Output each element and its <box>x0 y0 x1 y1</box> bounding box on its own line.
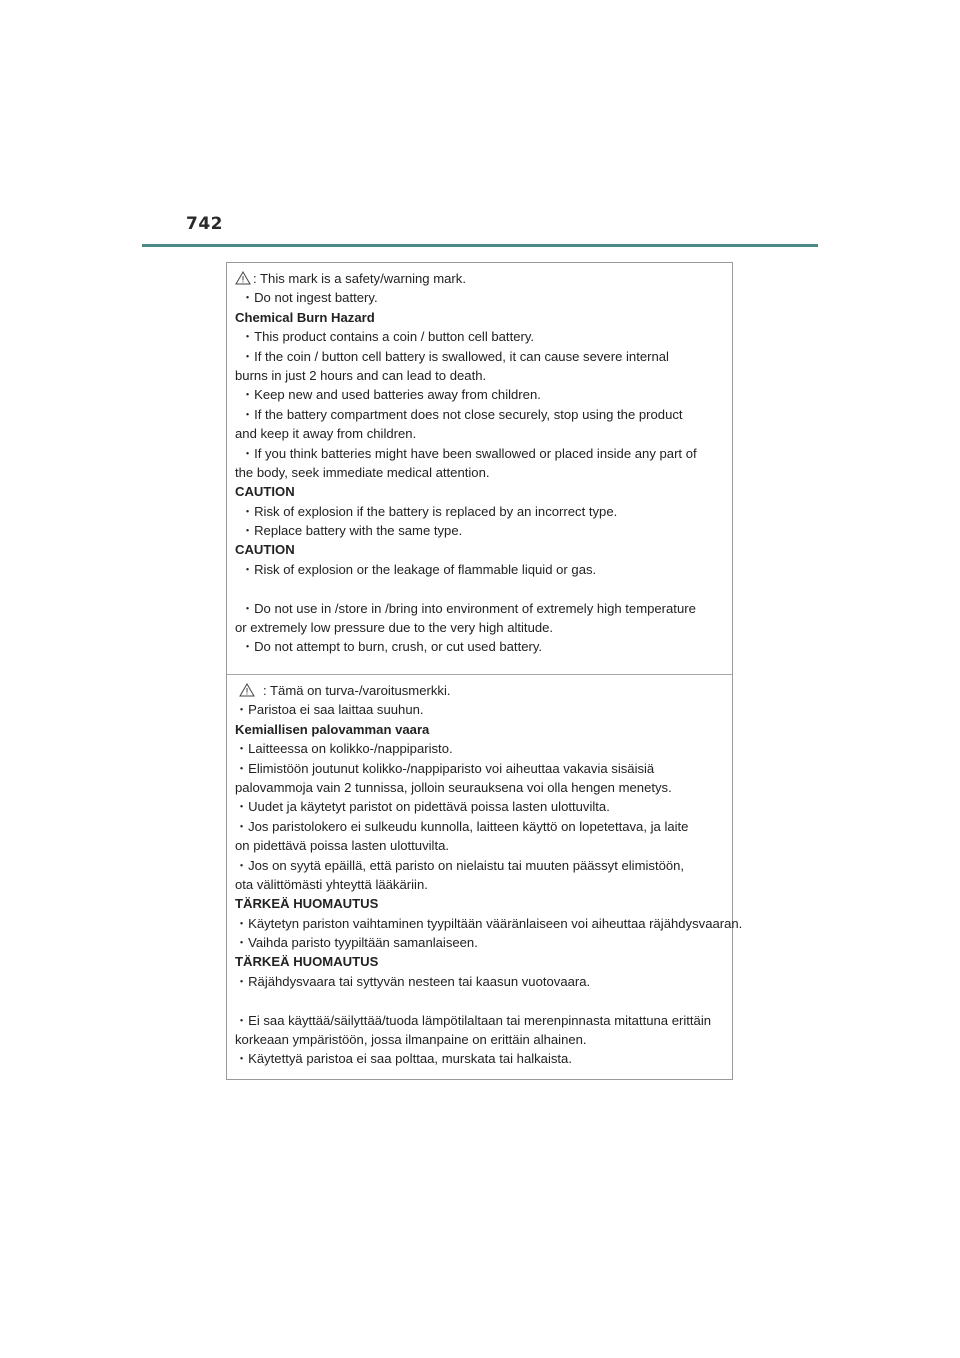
finnish-text-line: TÄRKEÄ HUOMAUTUS <box>235 954 379 970</box>
english-mark-text: : This mark is a safety/warning mark. <box>253 271 466 286</box>
finnish-text-line: on pidettävä poissa lasten ulottuvilta. <box>235 838 450 854</box>
english-text-line: ・This product contains a coin / button cell battery. <box>241 329 535 345</box>
finnish-mark-text: : Tämä on turva-/varoitusmerkki. <box>263 683 451 698</box>
finnish-text-line: ・Vaihda paristo tyypiltään samanlaiseen. <box>235 935 478 951</box>
warning-triangle-icon <box>239 683 255 697</box>
english-text-line: ・Do not attempt to burn, crush, or cut used battery. <box>241 639 543 655</box>
finnish-mark-line <box>235 681 728 700</box>
english-text-line: Chemical Burn Hazard <box>235 309 375 325</box>
finnish-text-line: ・Ei saa käyttää/säilyttää/tuoda lämpötilaltaan tai merenpinnasta mitattuna erittäin <box>235 1012 712 1028</box>
finnish-lines <box>235 700 743 1068</box>
section-divider <box>227 674 732 675</box>
english-text-line: or extremely low pressure due to the very high altitude. <box>235 620 554 636</box>
english-warning-section <box>235 269 728 657</box>
battery-warning-label <box>226 262 743 1080</box>
warning-triangle-icon <box>235 271 251 285</box>
english-text-line: CAUTION <box>235 484 295 500</box>
finnish-text-line: ・Käytettyä paristoa ei saa polttaa, murskata tai halkaista. <box>235 1051 572 1067</box>
english-text-line: ・Risk of explosion or the leakage of flammable liquid or gas. <box>241 561 597 577</box>
finnish-text-line: ota välittömästi yhteyttä lääkäriin. <box>235 876 428 892</box>
english-text-line: the body, seek immediate medical attention. <box>235 464 490 480</box>
finnish-text-line: ・Uudet ja käytetyt paristot on pidettävä poissa lasten ulottuvilta. <box>235 799 610 815</box>
english-text-line: ・Do not ingest battery. <box>241 290 378 306</box>
english-text-line: CAUTION <box>235 542 295 558</box>
finnish-warning-section <box>235 681 743 1069</box>
finnish-text-line: TÄRKEÄ HUOMAUTUS <box>235 896 379 912</box>
english-text-line: and keep it away from children. <box>235 426 417 442</box>
finnish-text-line: ・Jos on syytä epäillä, että paristo on nielaistu tai muuten päässyt elimistöön, <box>235 857 685 873</box>
english-lines <box>235 288 728 656</box>
english-text-line: burns in just 2 hours and can lead to death. <box>235 367 487 383</box>
finnish-text-line: ・Laitteessa on kolikko-/nappiparisto. <box>235 741 453 757</box>
finnish-text-line: Kemiallisen palovamman vaara <box>235 721 430 737</box>
finnish-text-line: palovammoja vain 2 tunnissa, jolloin seurauksena voi olla hengen menetys. <box>235 779 672 795</box>
english-text-line: ・Replace battery with the same type. <box>241 523 463 539</box>
finnish-text-line: ・Räjähdysvaara tai syttyvän nesteen tai kaasun vuotovaara. <box>235 973 591 989</box>
header-rule <box>142 244 818 247</box>
finnish-text-line: ・Käytetyn pariston vaihtaminen tyypiltään vääränlaiseen voi aiheuttaa räjähdysvaaran. <box>235 915 743 931</box>
english-text-line: ・Do not use in /store in /bring into environment of extremely high temperature <box>241 600 696 616</box>
english-text-line: ・If the battery compartment does not close securely, stop using the product <box>241 406 683 422</box>
english-text-line: ・Risk of explosion if the battery is replaced by an incorrect type. <box>241 503 618 519</box>
english-mark-line <box>235 269 728 288</box>
english-text-line: ・Keep new and used batteries away from children. <box>241 387 541 403</box>
english-text-line: ・If the coin / button cell battery is swallowed, it can cause severe internal <box>241 348 669 364</box>
finnish-text-line: korkeaan ympäristöön, jossa ilmanpaine on erittäin alhainen. <box>235 1032 587 1048</box>
finnish-text-line: ・Elimistöön joutunut kolikko-/nappiparisto voi aiheuttaa vakavia sisäisiä <box>235 760 655 776</box>
finnish-text-line: ・Paristoa ei saa laittaa suuhun. <box>235 702 424 718</box>
english-text-line: ・If you think batteries might have been swallowed or placed inside any part of <box>241 445 697 461</box>
finnish-text-line: ・Jos paristolokero ei sulkeudu kunnolla, laitteen käyttö on lopetettava, ja laite <box>235 818 689 834</box>
page-number: 742 <box>186 214 223 234</box>
